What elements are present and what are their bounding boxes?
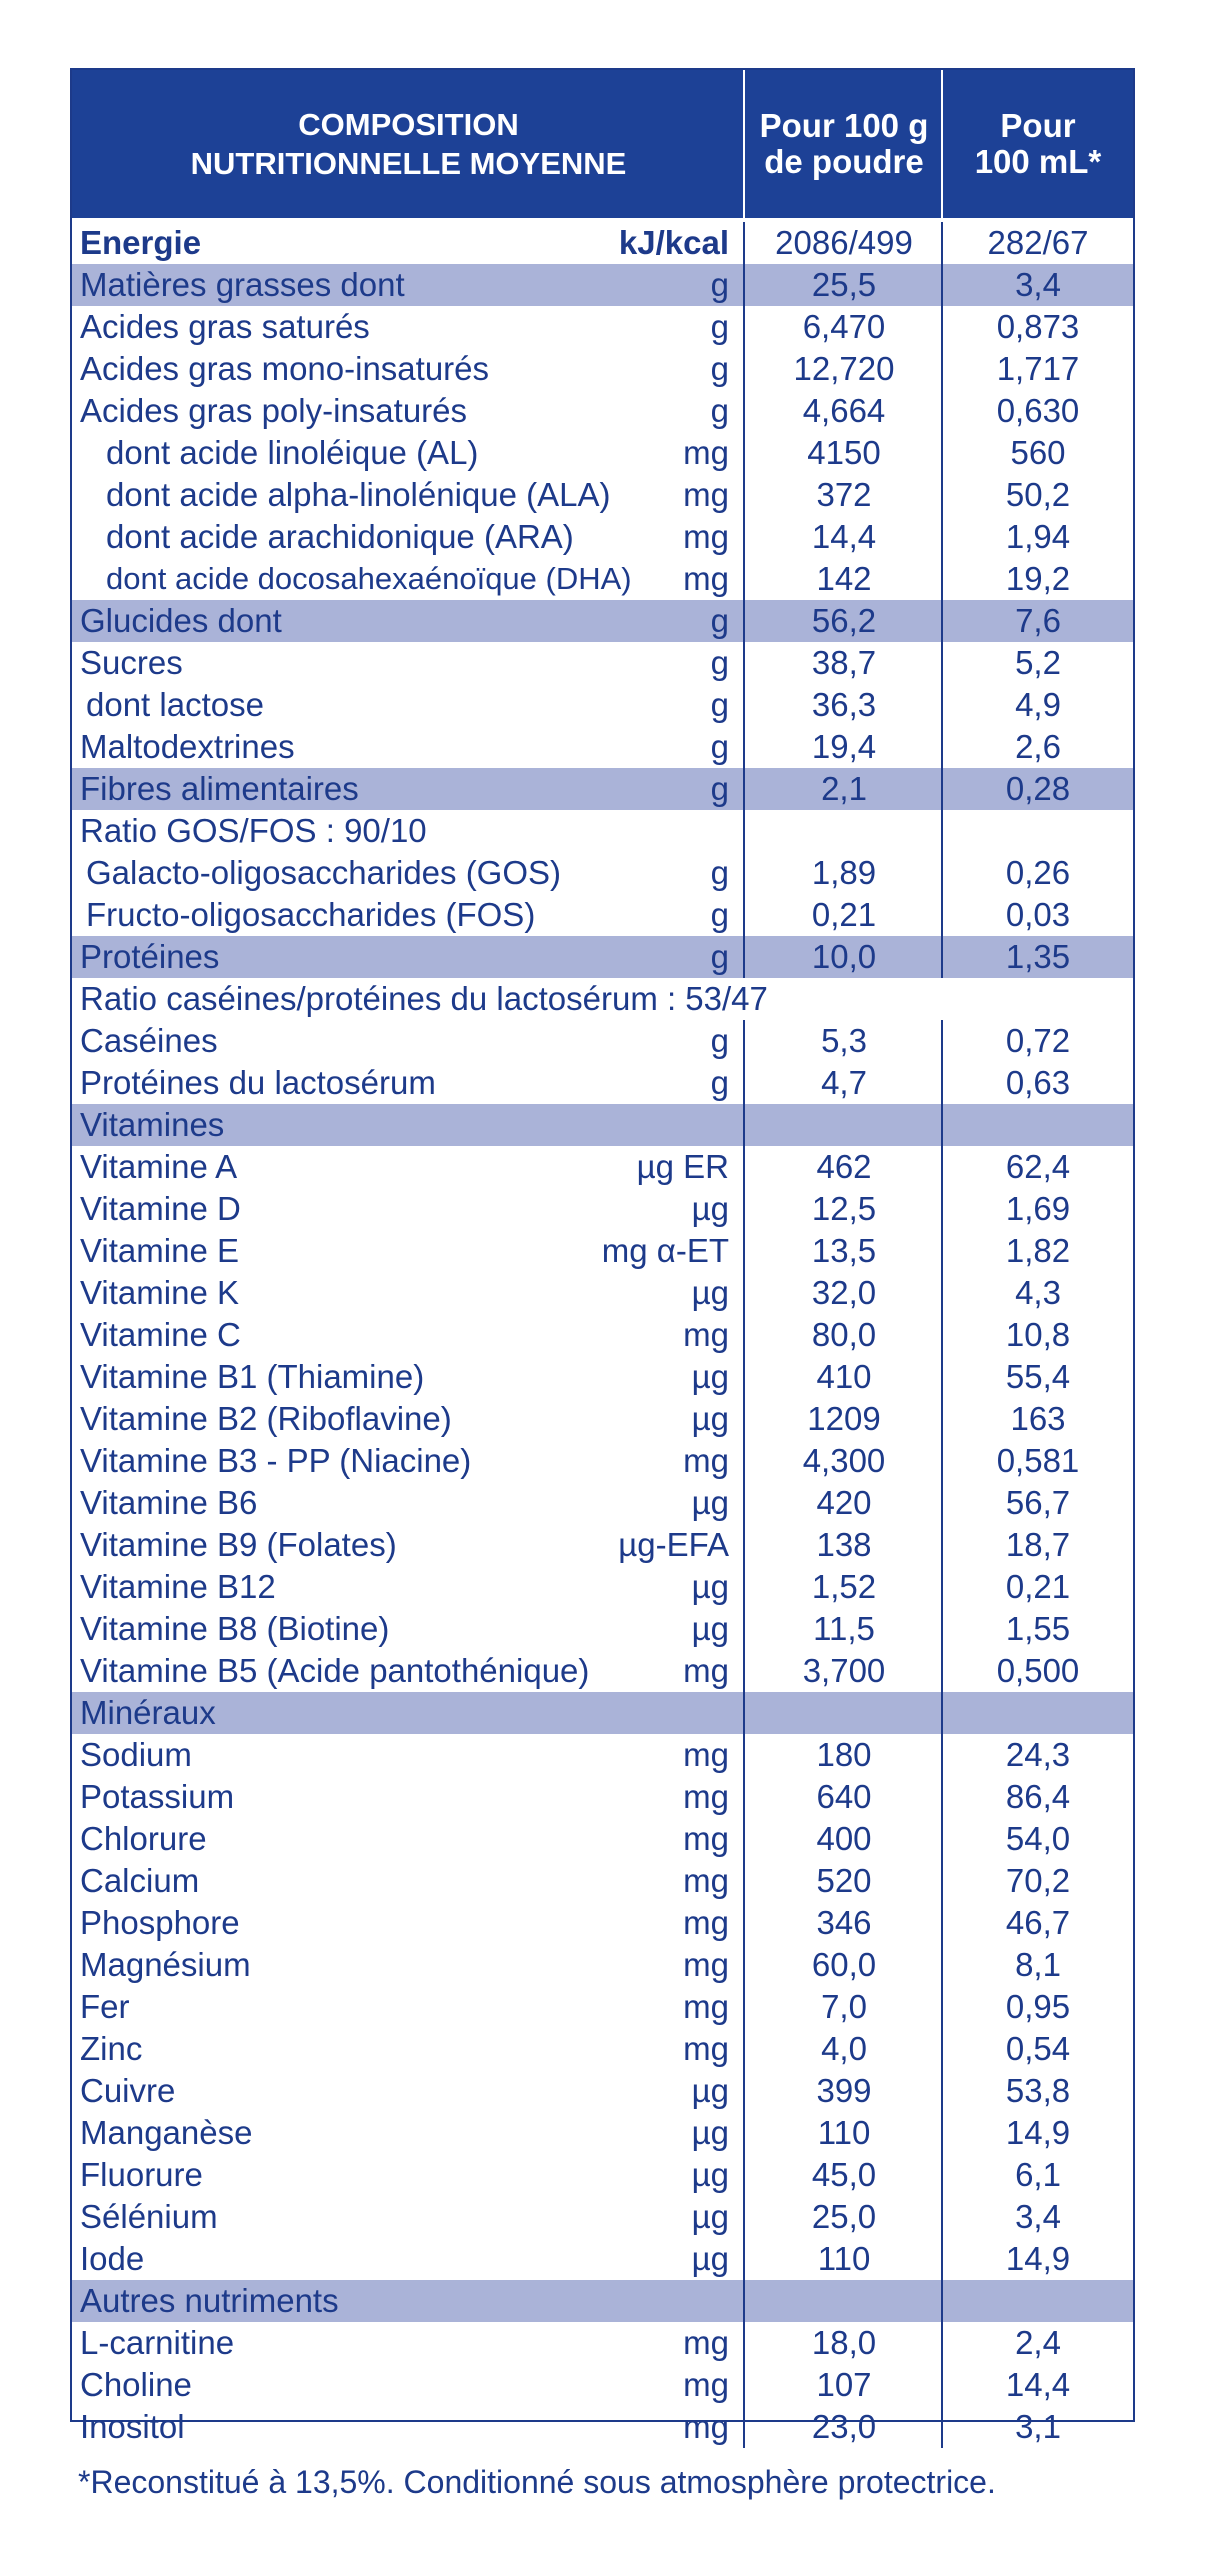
header-per-100ml bbox=[943, 70, 1133, 218]
value-per-100ml: 3,4 bbox=[1015, 266, 1061, 303]
column-divider bbox=[743, 1020, 745, 2448]
value-per-100g: 107 bbox=[816, 2366, 872, 2403]
value-per-100ml: 0,21 bbox=[1005, 1568, 1071, 1605]
value-per-100ml: 4,3 bbox=[1015, 1274, 1061, 1311]
value-per-100g: 4,7 bbox=[821, 1064, 867, 1101]
value-per-100g: 640 bbox=[816, 1778, 872, 1815]
nutrient-unit: mg bbox=[683, 434, 729, 471]
value-per-100g: 25,0 bbox=[811, 2198, 877, 2235]
table-row bbox=[72, 1860, 1133, 1902]
value-per-100ml: 62,4 bbox=[1005, 1148, 1071, 1185]
category-row bbox=[72, 768, 1133, 810]
table-row bbox=[72, 1944, 1133, 1986]
value-per-100ml: 19,2 bbox=[1005, 560, 1071, 597]
nutrient-unit: mg bbox=[683, 1778, 729, 1815]
category-row bbox=[72, 600, 1133, 642]
value-per-100g: 45,0 bbox=[811, 2156, 877, 2193]
nutrient-unit: µg bbox=[691, 2198, 729, 2235]
value-per-100g: 1,52 bbox=[811, 1568, 877, 1605]
category-row bbox=[72, 1104, 1133, 1146]
nutrient-label: Chlorure bbox=[80, 1820, 207, 1857]
nutrient-label: Ratio caséines/protéines du lactosérum : 53/47 bbox=[80, 980, 768, 1017]
value-per-100ml: 54,0 bbox=[1005, 1820, 1071, 1857]
nutrient-unit: g bbox=[710, 854, 729, 891]
nutrient-label: Potassium bbox=[80, 1778, 235, 1815]
nutrient-unit: g bbox=[710, 644, 729, 681]
column-divider bbox=[941, 1020, 943, 2448]
category-row bbox=[72, 1692, 1133, 1734]
nutrient-unit: kJ/kcal bbox=[618, 224, 729, 261]
nutrient-unit: µg bbox=[691, 2072, 729, 2109]
value-per-100ml: 6,1 bbox=[1015, 2156, 1061, 2193]
nutrient-label: Autres nutriments bbox=[80, 2282, 339, 2319]
nutrient-label: Vitamine B3 - PP (Niacine) bbox=[80, 1442, 472, 1479]
nutrient-unit: µg ER bbox=[636, 1148, 729, 1185]
value-per-100g: 346 bbox=[816, 1904, 872, 1941]
nutrient-label: Vitamines bbox=[80, 1106, 225, 1143]
nutrient-label: Fructo-oligosaccharides (FOS) bbox=[86, 896, 536, 933]
table-row bbox=[72, 1230, 1133, 1272]
nutrient-unit: mg bbox=[683, 1736, 729, 1773]
value-per-100g: 19,4 bbox=[811, 728, 877, 765]
table-row bbox=[72, 1440, 1133, 1482]
value-per-100ml: 0,95 bbox=[1005, 1988, 1071, 2025]
table-row bbox=[72, 894, 1133, 936]
value-per-100g: 14,4 bbox=[811, 518, 877, 555]
nutrient-unit: g bbox=[710, 266, 729, 303]
table-row bbox=[72, 1272, 1133, 1314]
value-per-100g: 12,5 bbox=[811, 1190, 877, 1227]
table-row bbox=[72, 474, 1133, 516]
table-body bbox=[72, 222, 1133, 2448]
nutrient-unit: µg-EFA bbox=[618, 1526, 729, 1563]
value-per-100g: 142 bbox=[816, 560, 872, 597]
table-row bbox=[72, 1398, 1133, 1440]
nutrient-label: Vitamine E bbox=[80, 1232, 239, 1269]
value-per-100ml: 0,630 bbox=[996, 392, 1080, 429]
nutrient-unit: mg bbox=[683, 560, 729, 597]
nutrition-table bbox=[70, 68, 1135, 2445]
nutrient-label: Vitamine B12 bbox=[80, 1568, 276, 1605]
nutrient-unit: g bbox=[710, 392, 729, 429]
value-per-100g: 520 bbox=[816, 1862, 872, 1899]
nutrient-unit: g bbox=[710, 770, 729, 807]
table-row bbox=[72, 432, 1133, 474]
value-per-100g: 25,5 bbox=[811, 266, 877, 303]
value-per-100g: 18,0 bbox=[811, 2324, 877, 2361]
value-per-100g: 38,7 bbox=[811, 644, 877, 681]
value-per-100ml: 70,2 bbox=[1005, 1862, 1071, 1899]
nutrient-unit: mg bbox=[683, 1946, 729, 1983]
nutrient-unit: g bbox=[710, 896, 729, 933]
nutrient-label: dont acide arachidonique (ARA) bbox=[106, 518, 574, 555]
value-per-100ml: 0,500 bbox=[996, 1652, 1080, 1689]
nutrient-label: Phosphore bbox=[80, 1904, 240, 1941]
nutrient-unit: mg bbox=[683, 1652, 729, 1689]
table-row bbox=[72, 390, 1133, 432]
table-row bbox=[72, 1734, 1133, 1776]
table-row bbox=[72, 978, 1133, 1020]
nutrient-unit: mg bbox=[683, 518, 729, 555]
table-row bbox=[72, 642, 1133, 684]
value-per-100g: 2086/499 bbox=[775, 224, 913, 261]
value-per-100g: 23,0 bbox=[811, 2408, 877, 2445]
value-per-100ml: 0,28 bbox=[1005, 770, 1071, 807]
table-row bbox=[72, 1566, 1133, 1608]
value-per-100ml: 86,4 bbox=[1005, 1778, 1071, 1815]
nutrient-unit: g bbox=[710, 686, 729, 723]
nutrient-label: Protéines bbox=[80, 938, 220, 975]
nutrient-label: Magnésium bbox=[80, 1946, 251, 1983]
nutrient-label: Galacto-oligosaccharides (GOS) bbox=[86, 854, 562, 891]
nutrient-label: Fibres alimentaires bbox=[80, 770, 359, 807]
nutrient-label: Vitamine B9 (Folates) bbox=[80, 1526, 397, 1563]
table-row bbox=[72, 2406, 1133, 2448]
nutrient-unit: µg bbox=[691, 1610, 729, 1647]
value-per-100ml: 0,63 bbox=[1005, 1064, 1071, 1101]
nutrient-unit: µg bbox=[691, 1190, 729, 1227]
nutrient-unit: µg bbox=[691, 2114, 729, 2151]
nutrient-label: Zinc bbox=[80, 2030, 143, 2067]
header-composition bbox=[72, 70, 745, 218]
value-per-100ml: 56,7 bbox=[1005, 1484, 1071, 1521]
value-per-100ml: 163 bbox=[1010, 1400, 1066, 1437]
value-per-100g: 13,5 bbox=[811, 1232, 877, 1269]
nutrient-unit: mg bbox=[683, 1442, 729, 1479]
table-row bbox=[72, 348, 1133, 390]
nutrient-label: Manganèse bbox=[80, 2114, 253, 2151]
value-per-100g: 4,664 bbox=[802, 392, 886, 429]
value-per-100g: 56,2 bbox=[811, 602, 877, 639]
value-per-100ml: 282/67 bbox=[987, 224, 1089, 261]
value-per-100g: 420 bbox=[816, 1484, 872, 1521]
value-per-100g: 462 bbox=[816, 1148, 872, 1185]
nutrient-label: Acides gras saturés bbox=[80, 308, 370, 345]
value-per-100ml: 7,6 bbox=[1015, 602, 1061, 639]
nutrient-label: Acides gras poly-insaturés bbox=[80, 392, 468, 429]
nutrient-label: Ratio GOS/FOS : 90/10 bbox=[80, 812, 427, 849]
value-per-100g: 32,0 bbox=[811, 1274, 877, 1311]
footnote: *Reconstitué à 13,5%. Conditionné sous atmosphère protectrice. bbox=[78, 2464, 996, 2500]
table-row bbox=[72, 1902, 1133, 1944]
value-per-100ml: 3,1 bbox=[1015, 2408, 1061, 2445]
nutrient-label: Vitamine B8 (Biotine) bbox=[80, 1610, 390, 1647]
header-per-100ml-line1: Pour bbox=[1000, 107, 1076, 144]
value-per-100g: 110 bbox=[817, 2114, 871, 2151]
nutrient-unit: µg bbox=[691, 2156, 729, 2193]
header-per-100g bbox=[745, 70, 943, 218]
nutrient-unit: mg bbox=[683, 1862, 729, 1899]
nutrient-label: Vitamine D bbox=[80, 1190, 241, 1227]
value-per-100g: 7,0 bbox=[821, 1988, 867, 2025]
table-row bbox=[72, 1146, 1133, 1188]
nutrient-label: Choline bbox=[80, 2366, 192, 2403]
table-row bbox=[72, 1650, 1133, 1692]
value-per-100g: 60,0 bbox=[811, 1946, 877, 1983]
value-per-100ml: 2,4 bbox=[1015, 2324, 1061, 2361]
nutrient-unit: µg bbox=[691, 1568, 729, 1605]
nutrient-unit: g bbox=[710, 1064, 729, 1101]
nutrient-label: Glucides dont bbox=[80, 602, 282, 639]
value-per-100g: 11,5 bbox=[813, 1610, 875, 1647]
value-per-100ml: 1,82 bbox=[1005, 1232, 1071, 1269]
value-per-100ml: 1,717 bbox=[996, 350, 1080, 387]
nutrient-unit: mg bbox=[683, 1904, 729, 1941]
value-per-100ml: 46,7 bbox=[1005, 1904, 1071, 1941]
nutrient-label: Vitamine K bbox=[80, 1274, 239, 1311]
table-row bbox=[72, 2112, 1133, 2154]
table-row bbox=[72, 1818, 1133, 1860]
value-per-100g: 4150 bbox=[807, 434, 881, 471]
nutrient-unit: mg bbox=[683, 2324, 729, 2361]
nutrient-unit: mg bbox=[683, 1820, 729, 1857]
table-row bbox=[72, 2070, 1133, 2112]
nutrient-unit: g bbox=[710, 938, 729, 975]
nutrient-unit: mg bbox=[683, 2408, 729, 2445]
table-row bbox=[72, 2196, 1133, 2238]
nutrient-unit: mg bbox=[683, 1316, 729, 1353]
table-row bbox=[72, 1524, 1133, 1566]
nutrient-unit: mg bbox=[683, 476, 729, 513]
nutrient-label: Sucres bbox=[80, 644, 183, 681]
value-per-100g: 4,300 bbox=[802, 1442, 886, 1479]
nutrient-label: Calcium bbox=[80, 1862, 200, 1899]
nutrient-unit: µg bbox=[691, 1400, 729, 1437]
value-per-100g: 10,0 bbox=[811, 938, 877, 975]
nutrient-label: Protéines du lactosérum bbox=[80, 1064, 436, 1101]
value-per-100ml: 24,3 bbox=[1005, 1736, 1071, 1773]
header-composition-line2: NUTRITIONNELLE MOYENNE bbox=[190, 146, 627, 181]
nutrient-label: Vitamine B5 (Acide pantothénique) bbox=[80, 1652, 590, 1689]
nutrient-unit: mg α-ET bbox=[601, 1232, 729, 1269]
value-per-100g: 36,3 bbox=[811, 686, 877, 723]
table-row bbox=[72, 810, 1133, 852]
nutrient-label: Vitamine A bbox=[80, 1148, 238, 1185]
nutrient-unit: g bbox=[710, 728, 729, 765]
value-per-100ml: 0,873 bbox=[996, 308, 1080, 345]
value-per-100g: 5,3 bbox=[821, 1022, 867, 1059]
table-row bbox=[72, 1776, 1133, 1818]
value-per-100ml: 50,2 bbox=[1005, 476, 1071, 513]
nutrient-unit: µg bbox=[691, 2240, 729, 2277]
table-row bbox=[72, 306, 1133, 348]
table-row bbox=[72, 1314, 1133, 1356]
value-per-100ml: 1,35 bbox=[1005, 938, 1071, 975]
category-row bbox=[72, 264, 1133, 306]
table-row bbox=[72, 1482, 1133, 1524]
table-row bbox=[72, 1062, 1133, 1104]
nutrient-label: Fluorure bbox=[80, 2156, 203, 2193]
value-per-100g: 12,720 bbox=[793, 350, 895, 387]
value-per-100g: 2,1 bbox=[821, 770, 867, 807]
value-per-100ml: 560 bbox=[1010, 434, 1066, 471]
nutrient-label: L-carnitine bbox=[80, 2324, 235, 2361]
nutrient-label: Maltodextrines bbox=[80, 728, 295, 765]
table-row bbox=[72, 1020, 1133, 1062]
value-per-100g: 3,700 bbox=[802, 1652, 886, 1689]
value-per-100g: 399 bbox=[816, 2072, 872, 2109]
table-header bbox=[72, 70, 1133, 218]
value-per-100ml: 1,55 bbox=[1005, 1610, 1071, 1647]
table-row bbox=[72, 516, 1133, 558]
value-per-100g: 80,0 bbox=[811, 1316, 877, 1353]
nutrient-label: Vitamine C bbox=[80, 1316, 241, 1353]
value-per-100ml: 1,94 bbox=[1005, 518, 1071, 555]
value-per-100ml: 1,69 bbox=[1005, 1190, 1071, 1227]
value-per-100ml: 4,9 bbox=[1015, 686, 1061, 723]
table-row bbox=[72, 852, 1133, 894]
nutrient-unit: g bbox=[710, 602, 729, 639]
nutrient-label: Inositol bbox=[80, 2408, 185, 2445]
nutrient-unit: µg bbox=[691, 1358, 729, 1395]
nutrient-label: Sélénium bbox=[80, 2198, 218, 2235]
nutrient-label: Matières grasses dont bbox=[80, 266, 405, 303]
value-per-100ml: 0,03 bbox=[1005, 896, 1071, 933]
table-row bbox=[72, 684, 1133, 726]
nutrient-label: dont acide docosahexaénoïque (DHA) bbox=[106, 561, 632, 596]
column-divider bbox=[743, 222, 745, 978]
nutrient-label: dont acide linoléique (AL) bbox=[106, 434, 479, 471]
value-per-100ml: 0,26 bbox=[1005, 854, 1071, 891]
nutrient-unit: g bbox=[710, 350, 729, 387]
value-per-100ml: 55,4 bbox=[1005, 1358, 1071, 1395]
nutrient-label: Cuivre bbox=[80, 2072, 176, 2109]
nutrient-label: Fer bbox=[80, 1988, 130, 2025]
value-per-100ml: 0,581 bbox=[996, 1442, 1080, 1479]
nutrient-unit: mg bbox=[683, 2030, 729, 2067]
value-per-100g: 6,470 bbox=[802, 308, 886, 345]
nutrient-unit: µg bbox=[691, 1484, 729, 1521]
column-divider bbox=[941, 222, 943, 978]
nutrient-label: Acides gras mono-insaturés bbox=[80, 350, 490, 387]
value-per-100ml: 3,4 bbox=[1015, 2198, 1061, 2235]
header-per-100g-line1: Pour 100 g bbox=[759, 107, 929, 144]
nutrient-label: dont acide alpha-linolénique (ALA) bbox=[106, 476, 611, 513]
table-row bbox=[72, 1986, 1133, 2028]
category-row bbox=[72, 936, 1133, 978]
header-composition-line1: COMPOSITION bbox=[298, 107, 519, 142]
nutrient-label: Iode bbox=[80, 2240, 145, 2277]
nutrient-unit: g bbox=[710, 1022, 729, 1059]
nutrient-label: Vitamine B2 (Riboflavine) bbox=[80, 1400, 452, 1437]
value-per-100g: 0,21 bbox=[811, 896, 877, 933]
table-row bbox=[72, 1356, 1133, 1398]
value-per-100ml: 2,6 bbox=[1015, 728, 1061, 765]
value-per-100g: 180 bbox=[816, 1736, 872, 1773]
value-per-100g: 110 bbox=[817, 2240, 871, 2277]
table-row bbox=[72, 2154, 1133, 2196]
table-row bbox=[72, 558, 1133, 600]
value-per-100ml: 0,54 bbox=[1005, 2030, 1071, 2067]
table-row bbox=[72, 2322, 1133, 2364]
nutrient-unit: µg bbox=[691, 1274, 729, 1311]
value-per-100g: 4,0 bbox=[821, 2030, 867, 2067]
nutrient-unit: mg bbox=[683, 2366, 729, 2403]
nutrient-label: Vitamine B1 (Thiamine) bbox=[80, 1358, 425, 1395]
nutrient-label: Sodium bbox=[80, 1736, 192, 1773]
value-per-100ml: 8,1 bbox=[1015, 1946, 1061, 1983]
nutrient-label: dont lactose bbox=[86, 686, 264, 723]
value-per-100g: 400 bbox=[816, 1820, 872, 1857]
value-per-100ml: 53,8 bbox=[1005, 2072, 1071, 2109]
value-per-100g: 138 bbox=[816, 1526, 872, 1563]
value-per-100ml: 5,2 bbox=[1015, 644, 1061, 681]
value-per-100g: 410 bbox=[816, 1358, 872, 1395]
nutrient-label: Energie bbox=[80, 224, 202, 261]
value-per-100g: 1,89 bbox=[811, 854, 877, 891]
table-row bbox=[72, 726, 1133, 768]
table-row bbox=[72, 2028, 1133, 2070]
nutrient-label: Minéraux bbox=[80, 1694, 216, 1731]
value-per-100ml: 14,9 bbox=[1005, 2240, 1071, 2277]
nutrient-label: Caséines bbox=[80, 1022, 218, 1059]
value-per-100g: 372 bbox=[816, 476, 872, 513]
nutrient-unit: mg bbox=[683, 1988, 729, 2025]
category-row bbox=[72, 2280, 1133, 2322]
table-row bbox=[72, 1608, 1133, 1650]
table-row bbox=[72, 2238, 1133, 2280]
table-row bbox=[72, 2364, 1133, 2406]
value-per-100g: 1209 bbox=[807, 1400, 881, 1437]
value-per-100ml: 14,9 bbox=[1005, 2114, 1071, 2151]
table-row bbox=[72, 222, 1133, 264]
value-per-100ml: 18,7 bbox=[1005, 1526, 1071, 1563]
value-per-100ml: 14,4 bbox=[1005, 2366, 1071, 2403]
value-per-100ml: 10,8 bbox=[1005, 1316, 1071, 1353]
nutrient-unit: g bbox=[710, 308, 729, 345]
header-per-100g-line2: de poudre bbox=[764, 143, 924, 180]
nutrient-label: Vitamine B6 bbox=[80, 1484, 258, 1521]
header-per-100ml-line2: 100 mL* bbox=[974, 143, 1102, 180]
table-row bbox=[72, 1188, 1133, 1230]
value-per-100ml: 0,72 bbox=[1005, 1022, 1071, 1059]
